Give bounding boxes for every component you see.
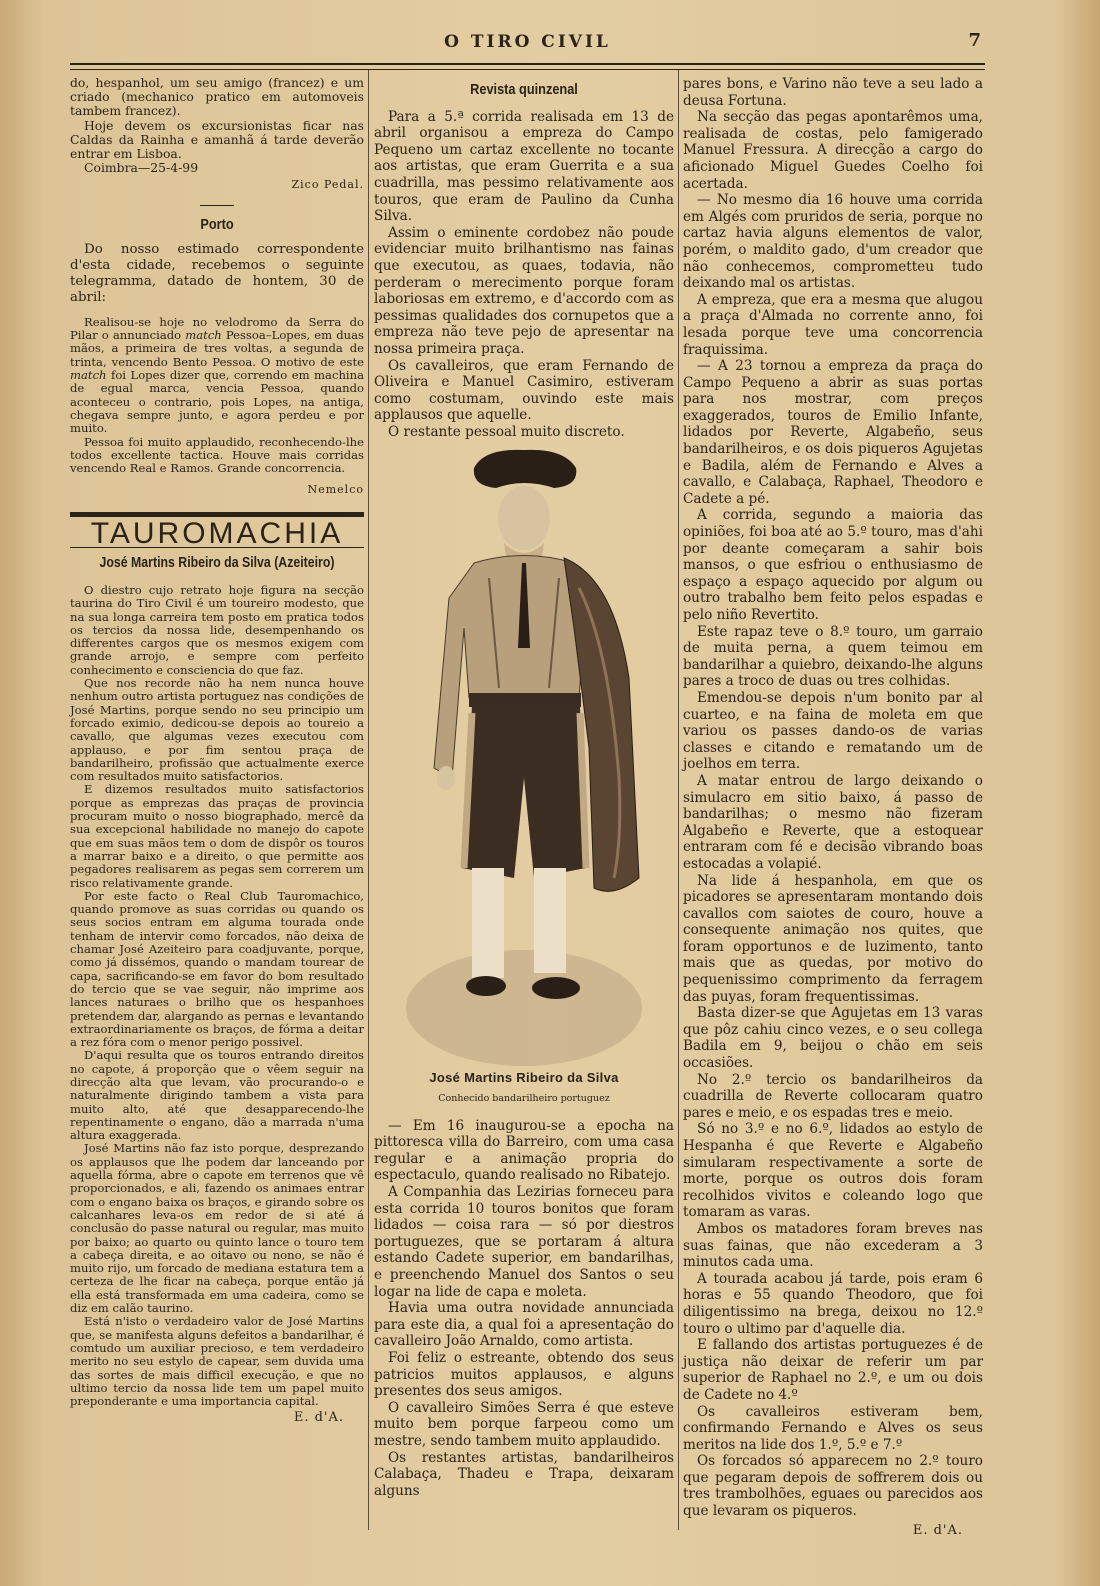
paragraph: pares bons, e Varino não teve a seu lado a deusa Fortuna. [683,76,983,109]
paragraph: Por este facto o Real Club Tauromachico, quando promove as suas corridas ou quando os seus socios entram em alguma tourada onde tenham de intervir como forcados, não deixa de chamar José Azeiteiro para coadjuvante, porque, como já dissémos, quando o mandam tourear de capa, sacrificando-se em favor do bom resultado do tercio que se vae seguir, não imprime aos lances naturaes o brilho que os hespanhoes pretendem dar, alargando as pernas e levantando extraordinariamente os braços, de fórma a deitar a rez fóra com o menor perigo possivel. [70,888,364,1050]
column-3 [683,76,983,1541]
telegram-paragraph: Pessoa foi muito applaudido, reconhecendo-lhe todos excellente tactica. Houve mais corridas vencendo Real e Ramos. Grande concorrencia. [70,434,364,476]
divider [200,205,234,206]
paragraph: E fallando dos artistas portuguezes é de justiça não deixar de referir um par superior de Raphael no 2.º, e um ou dois de Cadete no 4.º [683,1337,983,1403]
paragraph: Do nosso estimado correspondente d'esta cidade, recebemos o seguinte telegramma, datado de hontem, 30 de abril: [70,241,364,305]
paragraph: No 2.º tercio os bandarilheiros da cuadrilla de Reverte collocaram quatro pares e meio, e os espadas tres e meio. [683,1071,983,1121]
masthead [70,28,985,56]
paragraph: Hoje devem os excursionistas ficar nas Caldas da Rainha e amanhã á tarde deverão entrar em Lisboa. [70,117,364,162]
divider [70,512,364,517]
paragraph: E dizemos resultados muito satisfactorios porque as emprezas das praças de provincia procuram muito o nosso biographado, mercê da sua excepcional habilidade no manejo do capote que em suas mãos tem o dom de dispôr os touros a marrar baixo e a direito, o que permitte aos pegadores realisarem as pegas sem correrem um risco relativamente grande. [70,782,364,890]
paragraph: Para a 5.ª corrida realisada em 13 de abril organisou a empreza do Campo Pequeno um cartaz excellente no tocante aos artistas, que eram Guerrita e a sua cuadrilla, mas pessimo relativamente aos touros, que eram de Paulino da Cunha Silva. [374,108,674,225]
photo-caption-title: José Martins Ribeiro da Silva [429,1070,619,1086]
paragraph: — No mesmo dia 16 houve uma corrida em Algés com pruridos de seria, porque no cartaz havia alguns elementos de valor, porém, o maldito gado, d'um creador que não conhecemos, comprometteu tudo deixando mal os artistas. [683,192,983,292]
paragraph: A tourada acabou já tarde, pois eram 6 horas e 55 quando Theodoro, que foi diligentissimo na brega, deixou no 12.º touro o ultimo par d'aquelle dia. [683,1270,983,1337]
telegram-paragraph: Realisou-se hoje no velodromo da Serra do Pilar o annunciado match Pessoa–Lopes, em duas mãos, a primeira de tres voltas, a segunda de trinta, vencendo Bento Pessoa. O motivo de este match foi Lopes dizer que, correndo em machina de egual marca, vencia Pessoa, quando aconteceu o contrario, pois Lopes, na antiga, chegava sempre junto, e agora perdeu e por muito. [70,314,365,436]
section-heading: Revista quinzenal [470,81,578,98]
column-2 [374,76,674,1499]
paragraph: do, hespanhol, um seu amigo (francez) e um criado (mechanico pratico em automoveis tambem francez). [70,75,364,119]
column-1 [70,76,364,1428]
column-divider [678,70,679,1530]
page-number: 7 [968,30,981,51]
paragraph: Os cavalleiros, que eram Fernando de Oliveira e Manuel Casimiro, estiveram como costumam, ouvindo este mais applausos que aquelle. [374,357,674,424]
paragraph: Emendou-se depois n'um bonito par al cuarteo, e na faina de moleta em que variou os passes dando-os de varias classes e citando e rematando um de joelhos em terra. [683,689,983,773]
header-rule [70,63,985,70]
paragraph: Foi feliz o estreante, obtendo dos seus patricios muitos applausos, e alguns presentes dos seus amigos. [374,1349,674,1400]
bullfighter-portrait [404,448,644,1066]
paragraph: D'aqui resulta que os touros entrando direitos no capote, á proporção que o vêem seguir na direcção alta que levam, vão procurando-o e naturalmente dirigindo tambem a vista para muito alto, até que desapparecendo-lhe repentinamente o engano, dão a marrada n'uma altura exaggerada. [70,1048,364,1143]
paragraph: Os forcados só apparecem no 2.º touro que pegaram depois de soffrerem dois ou tres trambolhões, eguaes ou parecidos aos que levaram os piqueros. [683,1453,983,1520]
paragraph: A empreza, que era a mesma que alugou a praça d'Almada no corrente anno, foi lesada porque teve uma concorrencia fraquissima. [683,291,983,358]
paragraph: Que nos recorde não ha nem nunca houve nenhum outro artista portuguez nas condições de José Martins, porque sendo no seu principio um forcado eximio, dedicou-se depois ao toureio a cavallo, que algumas vezes executou com applauso, e por fim sentou praça de bandarilheiro, profissão que actualmente exerce com resultados muito satisfactorios. [70,676,364,784]
paragraph: Os cavalleiros estiveram bem, confirmando Fernando e Alves os seus meritos na lide dos 1.º, 5.º e 7.º [683,1403,983,1453]
article-title: José Martins Ribeiro da Silva (Azeiteiro) [99,554,335,571]
column-divider [368,70,369,1530]
signature: Nemelco [307,483,364,497]
paragraph: — A 23 tornou a empreza da praça do Campo Pequeno a abrir as suas portas para nos mostrar, com preços exaggerados, touros de Emilio Infante, lidados por Reverte, Algabeño, seus bandarilheiros, e os dois piqueros Agujetas e Badila, além de Fernando e Alves a cavallo, e Calabaça, Raphael, Theodoro e Cadete a pé. [683,358,983,507]
paragraph: Ambos os matadores foram breves nas suas fainas, que não excederam a 3 minutos cada uma. [683,1220,983,1271]
paragraph: O restante pessoal muito discreto. [388,423,625,440]
paragraph: Assim o eminente cordobez não poude evidenciar muito brilhantismo nas fainas que executou, as quaes, todavia, não perderam o merecimento porque foram laboriosas em extremo, e d'accordo com as pessimas qualidades dos cornupetos que a empreza não teve pejo de apresentar na nossa primeira praça. [374,224,674,357]
paragraph: O diestro cujo retrato hoje figura na secção taurina do Tiro Civil é um toureiro modesto, que na sua longa carreira tem posto em pratica todos os tercios da nossa lide, desempenhando os differentes cargos que os mesmos exigem com grande arrojo, e sempre com perfeito conhecimento e consciencia do que faz. [70,583,364,677]
signature: E. d'A. [293,1410,344,1426]
paragraph: Está n'isto o verdadeiro valor de José Martins que, se manifesta alguns defeitos a bandarilhar, é comtudo um auxiliar precioso, e tem verdadeiro merito no seu estylo de capear, sem duvida uma das sortes de mais difficil execução, e que no ultimo tercio da nossa lide tem um papel muito preponderante e uma importancia capital. [70,1314,364,1409]
paragraph: José Martins não faz isto porque, desprezando os applausos que lhe podem dar lanceando por aquella fórma, abre o capote em terrenos que vê proporcionados, e ali, fazendo os animaes entrar com o engano baixa os braços, e girando sobre os calcanhares leva-os em redor de si até á conclusão do passe natural ou regular, mas muito por baixo; ao quarto ou quinto lance o touro tem a cabeça direita, e ao oitavo ou nono, se não é muito rijo, um forcado de mediana estatura tem a certeza de lhe ficar na cabeça, porque então já ella está transformada em uma cadeira, como se diz em calão taurino. [70,1141,364,1316]
paragraph: Só no 3.º e no 6.º, lidados ao estylo de Hespanha é que Reverte e Algabeño simularam respectivamente a sorte de morte, porque os outros dois foram recolhidos vivitos e coleando logo que tomaram as varas. [683,1121,983,1221]
paragraph: Havia uma outra novidade annunciada para este dia, a qual foi a apresentação do cavalleiro João Arnaldo, como artista. [374,1300,674,1350]
paragraph: Basta dizer-se que Agujetas em 13 varas que pôz cahiu cinco vezes, e o seu collega Badila em 9, beijou o chão em seis occasiões. [683,1005,983,1072]
signature: Zico Pedal. [291,178,364,192]
dateline: Coimbra—25-4-99 [84,160,199,176]
photo-caption-subtitle: Conhecido bandarilheiro portuguez [438,1093,610,1105]
paragraph: Este rapaz teve o 8.º touro, um garraio de muita perna, a quem teimou em bandarilhar a quiebro, deixando-lhe alguns pares a troco de duas ou tres colhidas. [683,623,983,690]
paragraph: Os restantes artistas, bandarilheiros Calabaça, Thadeu e Trapa, deixaram alguns [374,1449,674,1499]
paragraph: A matar entrou de largo deixando o simulacro em sitio baixo, á passo de bandarilhas; o mesmo não fizeram Algabeño e Reverte, que a estoquear entraram com fé e decisão vibrando boas estocadas a volapié. [683,772,983,872]
paragraph: A corrida, segundo a maioria das opiniões, foi boa até ao 5.º touro, mas d'ahi por deante começaram a sahir bois mansos, o que esfriou o enthusiasmo de espaço a espaço aquecido por algum ou outro trabalho bem feito pelos espadas e pelo niño Revertito. [683,507,983,623]
signature: E. d'A. [912,1522,963,1538]
paragraph: O cavalleiro Simões Serra é que esteve muito bem porque farpeou como um mestre, sendo tambem muito applaudido. [374,1399,674,1449]
paragraph: — Em 16 inaugurou-se a epocha na pittoresca villa do Barreiro, com uma casa regular e a animação propria do espectaculo, quando realisado no Ribatejo. [374,1117,674,1184]
section-heading: Porto [200,215,234,233]
paragraph: A Companhia das Lezirias forneceu para esta corrida 10 touros bonitos que foram lidados — coisa rara — só por diestros portuguezes, que se portaram á altura estando Cadete superior, em bandarilhas, e preenchendo Manuel dos Santos o seu logar na lide de capa e moleta. [374,1184,674,1300]
section-title: TAUROMACHIA [90,516,344,550]
paragraph: Na lide á hespanhola, em que os picadores se apresentaram montando dois cavallos com saiotes de couro, houve a consequente animação nos quites, que foram opportunos e de luzimento, tanto mais que as quedas, por motivo do pequenissimo comprimento da ferragem das puyas, foram frequentissimas. [683,872,983,1005]
newspaper-title: O TIRO CIVIL [444,32,611,52]
paragraph: Na secção das pegas apontarêmos uma, realisada de costas, pelo famigerado Manuel Fressura. A direcção a cargo do aficionado Miguel Guedes Coelho foi acertada. [683,109,983,192]
